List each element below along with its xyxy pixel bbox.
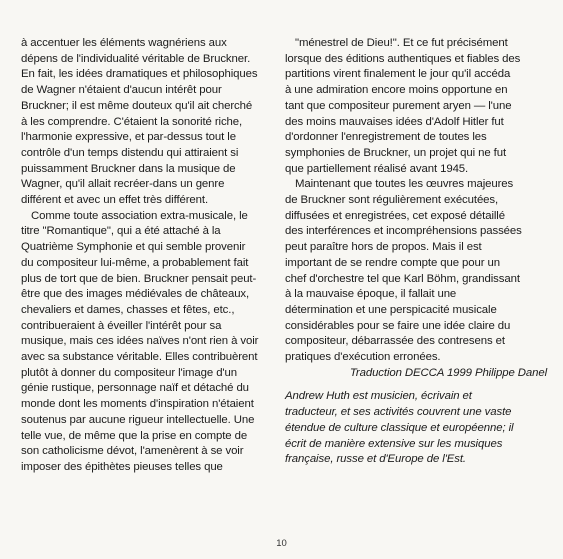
- text-line: titre "Romantique", qui a été attaché à la: [21, 225, 221, 238]
- text-line: être que des images médiévales de châteaux,: [21, 288, 250, 301]
- text-line: soutenus par aucune rigueur intellectuelle. Une: [21, 413, 255, 426]
- text-line: imposer des épithètes pieuses telles que: [21, 460, 223, 473]
- text-line: lorsque des éditions authentiques et fiables des: [285, 52, 521, 65]
- text-line: des interférences et incompréhensions passées: [285, 225, 522, 238]
- text-line: considérables pour se faire une idée claire du: [285, 319, 511, 332]
- bio-line: française, russe et d'Europe de l'Est.: [285, 453, 466, 466]
- text-line: symphonies de Bruckner, un projet qui ne fut: [285, 146, 507, 159]
- text-line: que partiellement réalisé avant 1945.: [285, 162, 469, 175]
- text-line: des moins mauvaises idées d'Adolf Hitler fut: [285, 115, 504, 128]
- paragraph-3: [285, 36, 547, 177]
- text-line: diffusées et enregistrées, cet exposé détaillé: [285, 209, 505, 222]
- page-number: 10: [276, 538, 287, 549]
- text-line: avec sa substance véritable. Elles contribuèrent: [21, 351, 258, 364]
- author-bio: [285, 389, 547, 468]
- translation-credit: Traduction DECCA 1999 Philippe Danel: [349, 366, 547, 379]
- spacer: [285, 381, 547, 389]
- text-line: chef d'orchestre tel que Karl Böhm, grandissant: [285, 272, 520, 285]
- text-line: son catholicisme dévot, l'amenèrent à se voir: [21, 445, 244, 458]
- text-line: compositeur, débarrassée des contresens et: [285, 335, 505, 348]
- paragraph-1: [21, 36, 274, 209]
- text-line: contribueraient à éveiller l'intérêt pour sa: [21, 319, 222, 332]
- text-line: Comme toute association extra-musicale, le: [31, 209, 248, 222]
- text-line: puissamment Bruckner dans la musique de: [21, 162, 236, 175]
- paragraph-2: [21, 209, 274, 476]
- text-line: de Wagner n'étaient d'aucun intérêt pour: [21, 84, 222, 97]
- text-line: important de se rendre compte que pour un: [285, 256, 500, 269]
- text-line: "ménestrel de Dieu!". Et ce fut précisément: [295, 37, 508, 49]
- text-line: En fait, les idées dramatiques et philosophiques: [21, 68, 258, 81]
- text-line: musique, mais ces idées naïves n'ont rien à voir: [21, 335, 259, 348]
- right-column: [285, 36, 547, 468]
- text-line: Maintenant que toutes les œuvres majeures: [295, 178, 514, 191]
- text-line: d'ordonner l'enregistrement de toutes les: [285, 131, 487, 144]
- text-line: peut paraître hors de propos. Mais il est: [285, 241, 482, 254]
- bio-line: écrit de manière extensive sur les musiques: [285, 437, 503, 450]
- bio-line: Andrew Huth est musicien, écrivain et: [285, 390, 472, 403]
- text-line: dépens de l'individualité véritable de Bruckner.: [21, 52, 251, 65]
- text-line: à une admiration encore moins opportune en: [285, 84, 508, 97]
- text-line: différent et avec un effet très différent.: [21, 194, 209, 207]
- text-line: monde dont les moments d'inspiration n'étaient: [21, 398, 254, 411]
- text-line: Quatrième Symphonie et qui semble provenir: [21, 241, 246, 254]
- text-line: chevaliers et dames, chasses et fêtes, etc.,: [21, 303, 235, 316]
- text-line: Wagner, qu'il allait recréer-dans un genre: [21, 178, 225, 191]
- text-line: génie rustique, personnage naïf et détaché du: [21, 382, 249, 395]
- bio-line: traducteur, et ses activités couvrent une vaste: [285, 406, 512, 419]
- text-line: du compositeur lui-même, a probablement fait: [21, 256, 249, 269]
- paragraph-4: [285, 177, 547, 365]
- text-line: plus de tort que de bien. Bruckner pensait peut-: [21, 272, 257, 285]
- text-line: à la mauvaise époque, il fallait une: [285, 288, 457, 301]
- text-line: contrôle d'un temps distendu qui attiraient si: [21, 146, 239, 159]
- text-line: plutôt à donner du compositeur l'image d'un: [21, 366, 237, 379]
- text-line: tant que compositeur purement aryen — l'une: [285, 99, 512, 112]
- text-line: à les comprendre. C'étaient la sonorité riche,: [21, 115, 243, 128]
- left-column: [21, 36, 274, 476]
- text-line: pratiques d'exécution erronées.: [285, 351, 441, 364]
- text-line: l'harmonie expressive, et par-dessus tout le: [21, 131, 236, 144]
- text-line: partitions virent finalement le jour qu'il accéda: [285, 68, 511, 81]
- text-line: telle vue, de même que la prise en compte de: [21, 429, 248, 442]
- text-line: Bruckner; il est même douteux qu'il ait cherché: [21, 99, 253, 112]
- text-line: détermination et une perspicacité musicale: [285, 303, 497, 316]
- text-line: de Bruckner sont régulièrement exécutées,: [285, 194, 499, 207]
- text-line: à accentuer les éléments wagnériens aux: [21, 37, 227, 49]
- bio-line: étendue de culture classique et européenne; il: [285, 421, 514, 434]
